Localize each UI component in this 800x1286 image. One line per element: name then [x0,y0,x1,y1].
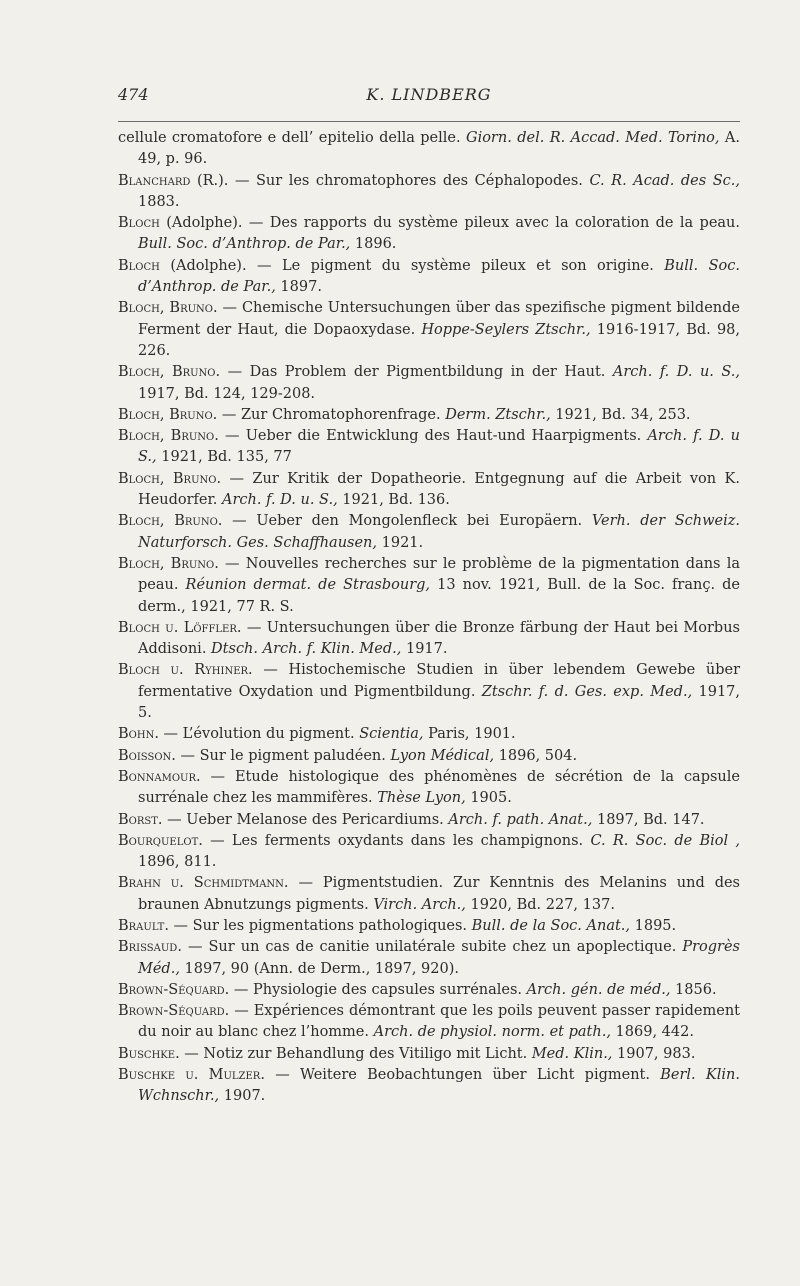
entry-title: . — Physiologie des capsules surrénales. [224,981,527,998]
entry-source: Dtsch. Arch. f. Klin. Med., [211,641,402,658]
header-rule [118,121,740,122]
bibliography-entry [118,746,740,767]
entry-details: Paris, 1901. [423,726,516,743]
entry-title: . — Sur un cas de canitie unilatérale subite chez un apoplectique. [177,939,683,956]
entry-title: . — Untersuchungen über die Bronze färbung der Haut bei Morbus Addisoni. [138,619,740,658]
entry-title: . — Das Problem der Pigmentbildung in der Haut. [215,364,613,381]
entry-details: 1907. [219,1088,266,1105]
entry-title: . — Ueber die Entwicklung des Haut-und Haarpigments. [214,428,648,445]
entry-details: 1905. [465,790,512,807]
entry-source: Thèse Lyon, [377,790,466,807]
bibliography-entry [118,980,740,1001]
bibliography-entry [118,1044,740,1065]
entry-title: cellule cromatofore e dell’ epitelio della pelle. [118,130,466,146]
entry-author: Bloch, Bruno [118,428,215,445]
entry-source: C. R. Acad. des Sc., [589,172,740,189]
bibliography-entry [118,511,740,554]
entry-details: 1896, 504. [494,747,578,764]
entry-author: Bloch u. Löffler [118,619,237,636]
entry-author: Bloch [118,215,160,232]
entry-details: 1921, Bd. 34, 253. [550,406,691,423]
bibliography-entry [118,916,740,937]
entry-title: . — Histochemische Studien in über lebendem Gewebe über fermentative Oxydation und Pigmentbildung. [138,662,740,700]
entry-source: Virch. Arch., [373,896,466,913]
bibliography-entry [118,724,740,745]
entry-title: (Adolphe). — Des rapports du système pileux avec la coloration de la peau. [159,215,740,232]
bibliography-entry [118,1001,740,1044]
bibliography-entry [118,213,740,256]
entry-details: 1920, Bd. 227, 137. [465,896,615,913]
entry-title: (R.). — Sur les chromatophores des Céphalopodes. [190,172,590,189]
entry-author: Bloch, Bruno [118,513,218,530]
entry-title: . — Chemische Untersuchungen über das spezifische pigment bildende Ferment der Haut, die Dopaoxydase. [138,300,740,338]
bibliography-entry [118,128,740,171]
entry-source: Arch. f. path. Anat., [448,811,593,828]
entry-author: Bloch, Bruno [118,300,213,317]
entry-source: C. R. Soc. de Biol , [590,832,740,849]
running-head: K. LINDBERG [366,85,492,104]
entry-title: . — Zur Chromatophorenfrage. [212,406,446,423]
entry-details: 1916-1917, Bd. 98, 226. [138,321,741,359]
bibliography-entry [118,362,740,405]
entry-author: Bloch, Bruno [118,470,217,487]
bibliography-entry [118,256,740,299]
entry-author: Brissaud [118,939,178,956]
entry-title: . — Etude histologique des phénomènes de sécrétion de la capsule surrénale chez les mammifères. [138,768,740,807]
entry-title: (Adolphe). — Le pigment du système pileux et son origine. [159,257,665,274]
bibliography-entry [118,171,740,214]
entry-author: Blanchard [118,172,191,189]
entry-source: Réunion dermat. de Strasbourg, [185,577,431,594]
entry-source: Bull. Soc. d’Anthrop. de Par., [138,236,351,253]
bibliography-entry [118,298,740,362]
entry-author: Buschke [118,1045,176,1062]
page-number: 474 [118,85,149,104]
entry-details: 1897. [275,279,322,296]
entry-details: 1883. [138,193,180,210]
entry-source: Arch. f. D. u. S., [222,492,338,509]
entry-details: 1896, 811. [138,854,217,871]
bibliography-entry [118,810,740,831]
bibliography-entry [118,554,740,618]
entry-title: . — Sur les pigmentations pathologiques. [164,917,472,934]
entry-author: Bohn [118,726,155,743]
entry-title: . — Expériences démontrant que les poils peuvent passer rapidement du noir au blanc chez l’homme. [138,1003,740,1041]
entry-source: Berl. Klin. Wchnschr., [138,1067,740,1105]
bibliography-entry [118,937,740,980]
entry-details: 1869, 442. [610,1024,694,1041]
entry-details: 1907, 983. [612,1045,696,1062]
entry-source: Lyon Médical, [390,747,495,764]
bibliography-entry [118,831,740,874]
entry-author: Boisson [118,747,172,764]
entry-source: Scientia, [359,726,424,743]
entry-details: 1897, Bd. 147. [592,811,705,828]
entry-title: . — Les ferments oxydants dans les champignons. [198,832,591,849]
entry-author: Brown-Séquard [118,1003,225,1020]
entry-title: . — Ueber den Mongolenfleck bei Europäern. [217,513,592,530]
entry-author: Brahn u. Schmidtmann [118,875,284,892]
entry-source: Med. Klin., [531,1045,613,1062]
entry-source: Arch. gén. de méd., [526,981,671,998]
entry-source: Ztschr. f. d. Ges. exp. Med., [481,683,693,700]
entry-author: Buschke u. Mulzer [118,1067,261,1084]
entry-details: 1856. [670,981,717,998]
bibliography-entry [118,660,740,724]
entry-title: . — Zur Kritik der Dopatheorie. Entgegnung auf die Arbeit von K. Heudorfer. [138,470,740,509]
entry-details: A. 49, p. 96. [138,130,740,168]
entry-author: Bloch, Bruno [118,406,213,423]
bibliography-entry [118,618,740,661]
bibliography-entry [118,873,740,916]
entry-source: Giorn. del. R. Accad. Med. Torino, [465,130,720,146]
bibliography-entry [118,469,740,512]
entry-source: Arch. f. D. u S., [138,428,740,466]
entry-source: Arch. f. D. u. S., [612,364,740,381]
entry-title: . — Ueber Melanose des Pericardiums. [157,811,449,828]
entry-author: Bonnamour [118,768,196,785]
bibliography-entry [118,405,740,426]
entry-author: Brown-Séquard [118,981,225,998]
entry-author: Bloch u. Ryhiner [118,662,249,679]
entry-author: Bloch [118,257,160,274]
entry-source: Hoppe-Seylers Ztschr., [421,321,591,338]
entry-title: . — Pigmentstudien. Zur Kenntnis des Melanins und des braunen Abnutzungs pigments. [138,875,740,913]
entry-source: Bull. de la Soc. Anat., [471,917,631,934]
entry-source: Progrès Méd., [138,939,740,977]
bibliography-entry [118,1065,740,1108]
entry-title: . — Nouvelles recherches sur le problème de la pigmentation dans la peau. [138,555,740,594]
bibliography-entry [118,767,740,810]
entry-source: Arch. de physiol. norm. et path., [373,1024,611,1041]
entry-source: Bull. Soc. d’Anthrop. de Par., [138,257,740,296]
bibliography-entry [118,426,740,469]
entry-author: Brault [118,917,165,934]
entry-details: 1921, Bd. 135, 77 [156,449,292,466]
entry-details: 1917, 5. [138,683,741,722]
entry-details: 1896. [350,236,397,253]
entry-author: Bloch, Bruno [118,364,216,381]
entry-source: Verh. der Schweiz. Naturforsch. Ges. Schaffhausen, [138,513,740,551]
entry-author: Bloch, Bruno [118,555,215,572]
bibliography-list [118,128,740,1108]
entry-title: . — Notiz zur Behandlung des Vitiligo mit Licht. [175,1045,532,1062]
entry-title: . — Weitere Beobachtungen über Licht pigment. [260,1067,661,1084]
entry-details: 1897, 90 (Ann. de Derm., 1897, 920). [179,960,459,977]
entry-details: 1895. [630,917,677,934]
page-header [118,85,740,109]
entry-source: Derm. Ztschr., [445,406,551,423]
entry-details: 1917. [401,641,448,658]
entry-title: . — L’évolution du pigment. [154,726,360,743]
entry-author: Bourquelot [118,832,199,849]
entry-details: 1917, Bd. 124, 129-208. [138,385,316,402]
entry-details: 1921. [377,534,424,551]
entry-title: . — Sur le pigment paludéen. [171,747,391,764]
entry-details: 13 nov. 1921, Bull. de la Soc. franç. de derm., 1921, 77 R. S. [138,577,740,615]
entry-author: Borst [118,811,158,828]
entry-details: 1921, Bd. 136. [337,492,450,509]
